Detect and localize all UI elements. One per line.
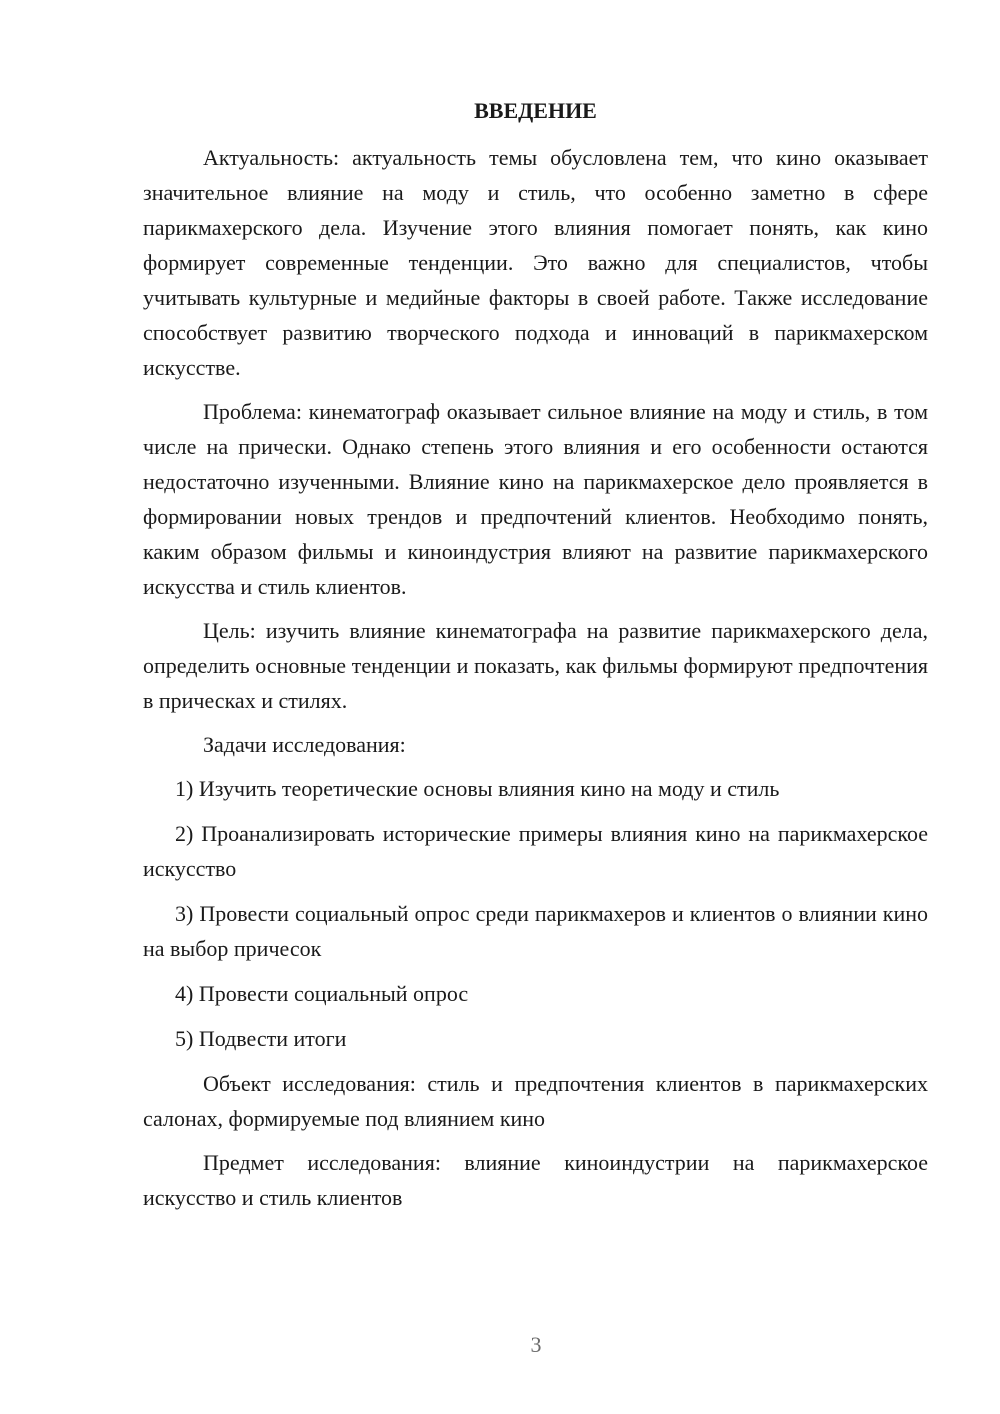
task-item-1: 1) Изучить теоретические основы влияния кино на моду и стиль bbox=[175, 776, 780, 801]
task-item-3: 3) Провести социальный опрос среди парикмахеров и клиентов о влиянии кино на выбор причесок bbox=[143, 901, 928, 961]
goal-paragraph: Цель: изучить влияние кинематографа на развитие парикмахерского дела, определить основные тенденции и показать, как фильмы формируют предпочтения в прическах и стилях. bbox=[143, 618, 928, 713]
object-paragraph: Объект исследования: стиль и предпочтения клиентов в парикмахерских салонах, формируемые под влиянием кино bbox=[143, 1071, 928, 1131]
task-item-4: 4) Провести социальный опрос bbox=[175, 981, 469, 1006]
task-item-5: 5) Подвести итоги bbox=[175, 1026, 347, 1051]
page-number: 3 bbox=[530, 1332, 542, 1357]
tasks-heading: Задачи исследования: bbox=[203, 732, 406, 757]
tasks-list bbox=[143, 771, 928, 1056]
relevance-paragraph: Актуальность: актуальность темы обусловлена тем, что кино оказывает значительное влияние на моду и стиль, что особенно заметно в сфере парикмахерского дела. Изучение этого влияния помогает понять, как кино формирует современные тенденции. Это важно для специалистов, чтобы учитывать культурные и медийные факторы в своей работе. Также исследование способствует развитию творческого подхода и инноваций в парикмахерском искусстве. bbox=[143, 145, 928, 380]
page-content bbox=[143, 96, 928, 1224]
task-item-2: 2) Проанализировать исторические примеры влияния кино на парикмахерское искусство bbox=[143, 821, 928, 881]
problem-paragraph: Проблема: кинематограф оказывает сильное влияние на моду и стиль, в том числе на прически. Однако степень этого влияния и его особенности остаются недостаточно изученными. Влияние кино на парикмахерское дело проявляется в формировании новых трендов и предпочтений клиентов. Необходимо понять, каким образом фильмы и киноиндустрия влияют на развитие парикмахерского искусства и стиль клиентов. bbox=[143, 399, 928, 599]
page-title: ВВЕДЕНИЕ bbox=[474, 98, 597, 123]
subject-paragraph: Предмет исследования: влияние киноиндустрии на парикмахерское искусство и стиль клиентов bbox=[143, 1150, 928, 1210]
